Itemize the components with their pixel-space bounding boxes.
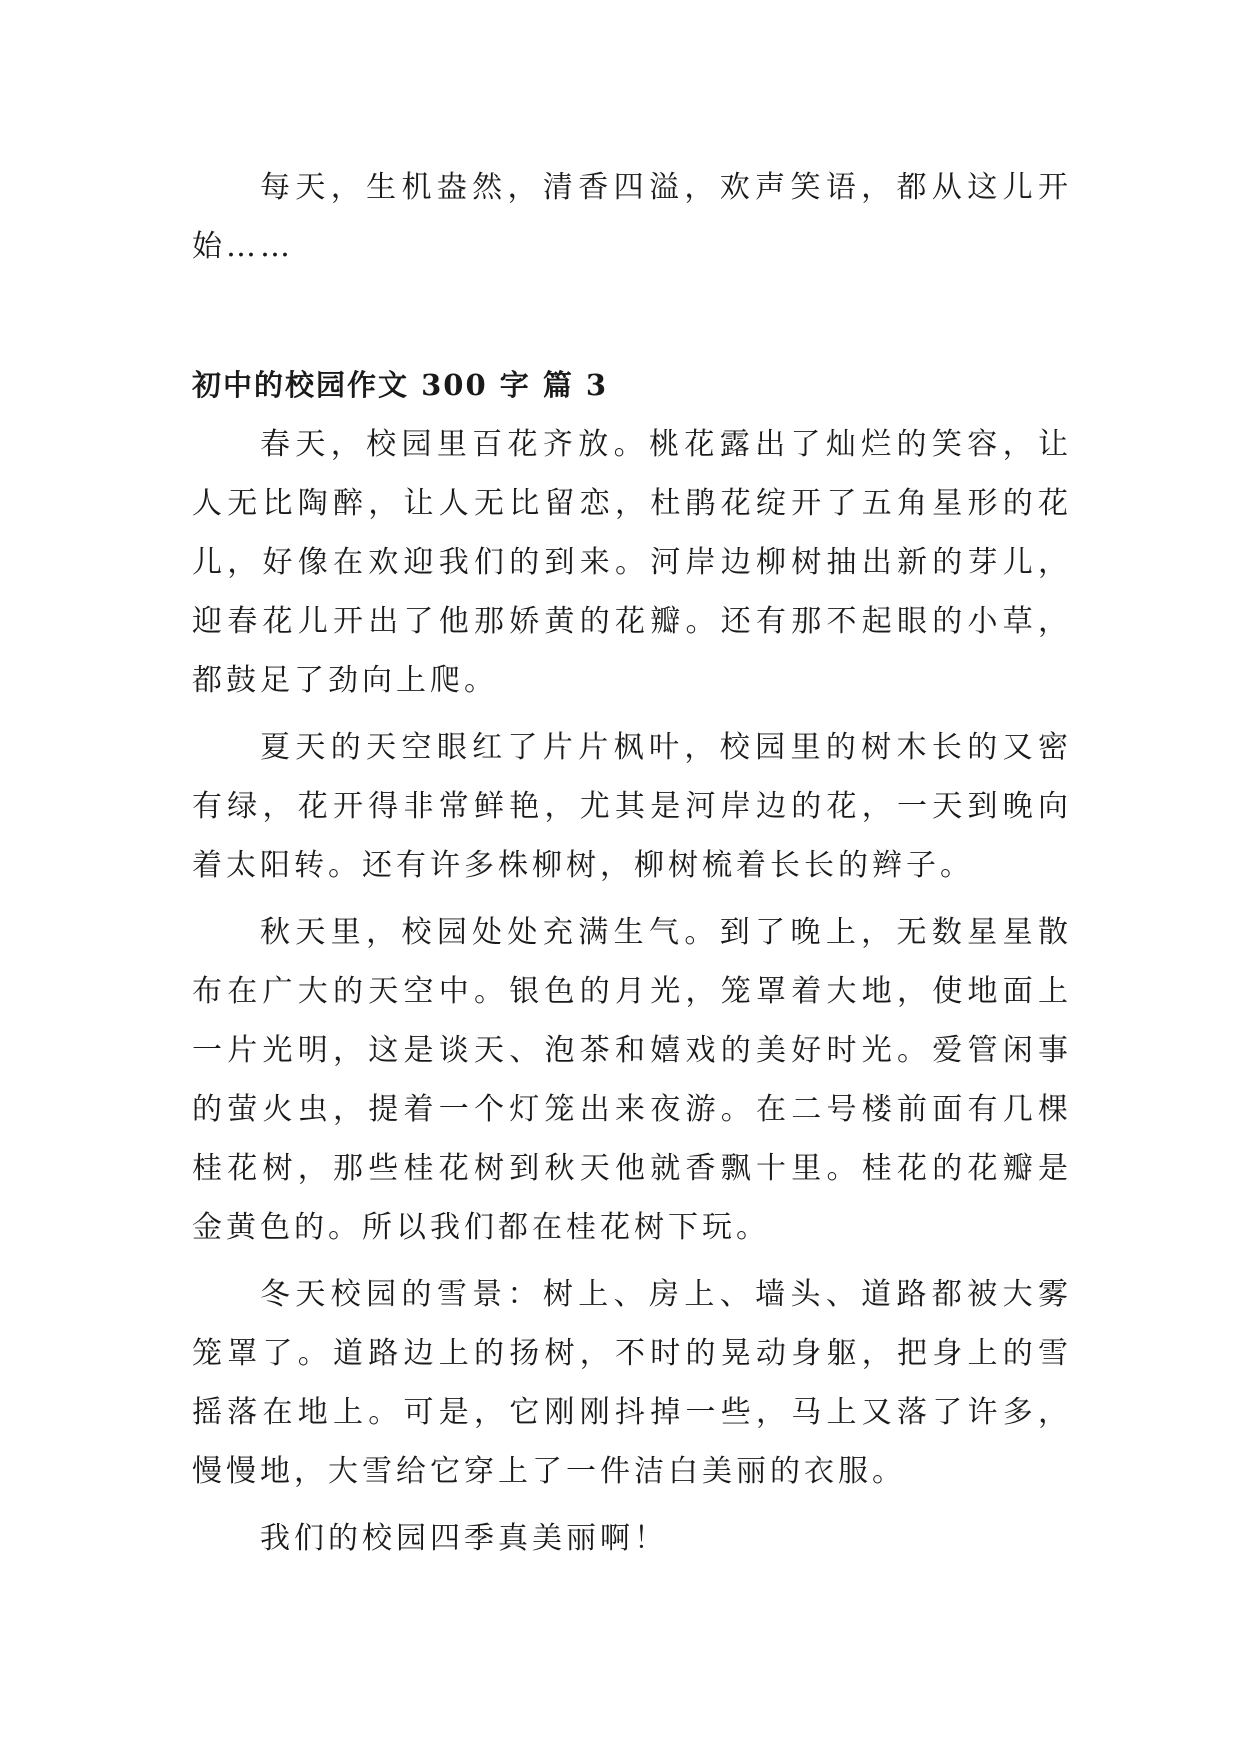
paragraph-winter: 冬天校园的雪景：树上、房上、墙头、道路都被大雾笼罩了。道路边上的扬树，不时的晃动身躯，把身上的雪摇落在地上。可是，它刚刚抖掉一些，马上又落了许多，慢慢地，大雪给它穿上了一件洁白美丽的衣服。 [192, 1277, 1072, 1489]
intro-paragraph: 每天，生机盎然，清香四溢，欢声笑语，都从这儿开始…… [192, 170, 1072, 264]
paragraph-closing: 我们的校园四季真美丽啊！ [260, 1521, 668, 1556]
section-title: 初中的校园作文 300 字 篇 3 [192, 368, 609, 402]
document-body [192, 158, 1072, 1568]
paragraph-summer: 夏天的天空眼红了片片枫叶，校园里的树木长的又密有绿，花开得非常鲜艳，尤其是河岸边的花，一天到晚向着太阳转。还有许多株柳树，柳树梳着长长的辫子。 [192, 730, 1072, 883]
paragraph-spring: 春天，校园里百花齐放。桃花露出了灿烂的笑容，让人无比陶醉，让人无比留恋，杜鹃花绽开了五角星形的花儿，好像在欢迎我们的到来。河岸边柳树抽出新的芽儿，迎春花儿开出了他那娇黄的花瓣。还有那不起眼的小草，都鼓足了劲向上爬。 [192, 427, 1072, 698]
paragraph-autumn: 秋天里，校园处处充满生气。到了晚上，无数星星散布在广大的天空中。银色的月光，笼罩着大地，使地面上一片光明，这是谈天、泡茶和嬉戏的美好时光。爱管闲事的萤火虫，提着一个灯笼出来夜游。在二号楼前面有几棵桂花树，那些桂花树到秋天他就香飘十里。桂花的花瓣是金黄色的。所以我们都在桂花树下玩。 [192, 915, 1072, 1245]
